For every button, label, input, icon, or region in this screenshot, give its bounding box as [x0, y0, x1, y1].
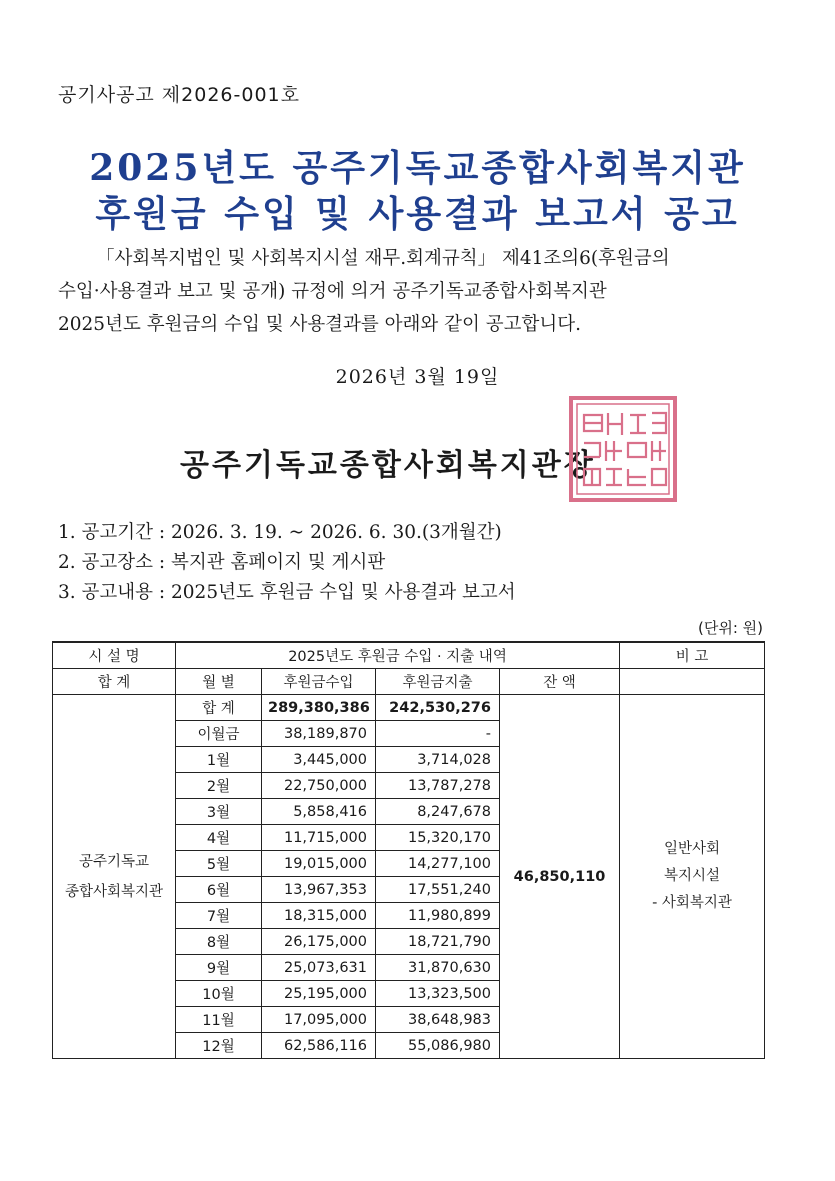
- notice-items: [58, 518, 516, 608]
- income-cell: 3,445,000: [262, 747, 376, 773]
- income-cell: 19,015,000: [262, 851, 376, 877]
- header-month: 월 별: [176, 669, 262, 695]
- income-cell: 17,095,000: [262, 1007, 376, 1033]
- month-cell: 1월: [176, 747, 262, 773]
- organization-signature: 공주기독교종합사회복지관장: [180, 448, 596, 483]
- balance-cell: 46,850,110: [500, 695, 620, 1059]
- notice-item-location: 2. 공고장소 : 복지관 홈페이지 및 게시판: [58, 552, 386, 573]
- body-line-1: 「사회복지법인 및 사회복지시설 재무.회계규칙」 제41조의6(후원금의: [96, 248, 670, 269]
- income-cell: 289,380,386: [262, 695, 376, 721]
- unit-label: (단위: 원): [698, 619, 763, 637]
- month-cell: 5월: [176, 851, 262, 877]
- month-cell: 8월: [176, 929, 262, 955]
- header-facility-name: 시 설 명: [53, 642, 176, 669]
- expense-cell: 14,277,100: [376, 851, 500, 877]
- income-cell: 25,073,631: [262, 955, 376, 981]
- month-cell: 합 계: [176, 695, 262, 721]
- income-cell: 13,967,353: [262, 877, 376, 903]
- expense-cell: 18,721,790: [376, 929, 500, 955]
- note-line: 일반사회: [664, 841, 721, 857]
- income-cell: 38,189,870: [262, 721, 376, 747]
- header-note: 비 고: [620, 642, 765, 669]
- notice-item-content: 3. 공고내용 : 2025년도 후원금 수입 및 사용결과 보고서: [58, 582, 516, 603]
- income-cell: 5,858,416: [262, 799, 376, 825]
- title-line-1: 2025년도 공주기독교종합사회복지관: [89, 147, 746, 189]
- note-line: 복지시설: [664, 868, 721, 884]
- title-line-2: 후원금 수입 및 사용결과 보고서 공고: [95, 193, 740, 235]
- facility-name-cell: [53, 695, 176, 1059]
- note-cell: [620, 695, 765, 1059]
- table-header-row-2: [53, 669, 765, 695]
- official-seal-icon: [568, 395, 678, 503]
- income-cell: 11,715,000: [262, 825, 376, 851]
- facility-name-line: 종합사회복지관: [64, 883, 164, 900]
- expense-cell: 38,648,983: [376, 1007, 500, 1033]
- income-cell: 18,315,000: [262, 903, 376, 929]
- facility-name-line: 공주기독교: [78, 853, 150, 870]
- expense-cell: -: [376, 721, 500, 747]
- header-details: 2025년도 후원금 수입 · 지출 내역: [176, 642, 620, 669]
- notice-number: 공기사공고 제2026-001호: [58, 84, 300, 106]
- expense-cell: 55,086,980: [376, 1033, 500, 1059]
- body-line-2: 수입·사용결과 보고 및 공개) 규정에 의거 공주기독교종합사회복지관: [58, 281, 607, 302]
- announcement-body: [58, 242, 788, 341]
- month-cell: 11월: [176, 1007, 262, 1033]
- expense-cell: 11,980,899: [376, 903, 500, 929]
- table-row: [53, 695, 765, 721]
- month-cell: 12월: [176, 1033, 262, 1059]
- header-expense: 후원금지출: [376, 669, 500, 695]
- month-cell: 3월: [176, 799, 262, 825]
- expense-cell: 13,323,500: [376, 981, 500, 1007]
- body-line-3: 2025년도 후원금의 수입 및 사용결과를 아래와 같이 공고합니다.: [58, 314, 582, 335]
- announcement-date: 2026년 3월 19일: [335, 366, 500, 388]
- income-cell: 62,586,116: [262, 1033, 376, 1059]
- note-line: - 사회복지관: [652, 895, 732, 911]
- month-cell: 9월: [176, 955, 262, 981]
- income-cell: 26,175,000: [262, 929, 376, 955]
- income-cell: 22,750,000: [262, 773, 376, 799]
- month-cell: 10월: [176, 981, 262, 1007]
- donation-report-table: [52, 641, 765, 1059]
- header-total: 합 계: [53, 669, 176, 695]
- expense-cell: 15,320,170: [376, 825, 500, 851]
- expense-cell: 242,530,276: [376, 695, 500, 721]
- month-cell: 7월: [176, 903, 262, 929]
- header-empty: [620, 669, 765, 695]
- expense-cell: 13,787,278: [376, 773, 500, 799]
- expense-cell: 17,551,240: [376, 877, 500, 903]
- month-cell: 6월: [176, 877, 262, 903]
- income-cell: 25,195,000: [262, 981, 376, 1007]
- expense-cell: 3,714,028: [376, 747, 500, 773]
- month-cell: 2월: [176, 773, 262, 799]
- header-income: 후원금수입: [262, 669, 376, 695]
- expense-cell: 8,247,678: [376, 799, 500, 825]
- month-cell: 4월: [176, 825, 262, 851]
- notice-item-period: 1. 공고기간 : 2026. 3. 19. ~ 2026. 6. 30.(3개월간): [58, 522, 502, 543]
- table-header-row-1: [53, 642, 765, 669]
- month-cell: 이월금: [176, 721, 262, 747]
- header-balance: 잔 액: [500, 669, 620, 695]
- expense-cell: 31,870,630: [376, 955, 500, 981]
